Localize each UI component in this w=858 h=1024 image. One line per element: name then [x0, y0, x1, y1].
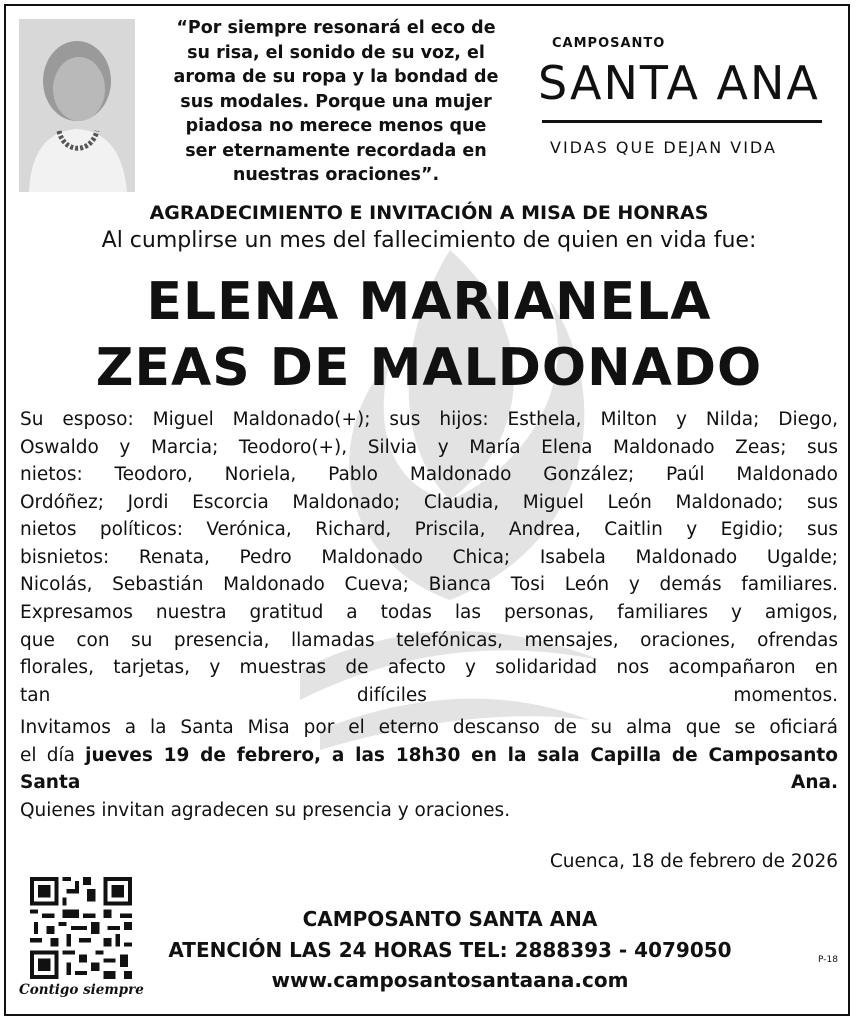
- family-line: Su esposo: Miguel Maldonado(+); sus hijos: Esthela, Milton y Nilda; Diego,: [20, 409, 838, 430]
- family-paragraph: [20, 406, 838, 599]
- quote-line: piadosa no merece menos que: [185, 116, 487, 136]
- motto: Contigo siempre: [19, 982, 144, 998]
- footer-company-name: CAMPOSANTO SANTA ANA: [302, 907, 598, 931]
- gratitude-line: florales, tarjetas, y muestras de afecto y solidaridad nos acompañaron en: [20, 657, 838, 678]
- invitation-prefix: el día: [20, 744, 86, 766]
- page-code: P-18: [818, 955, 838, 965]
- quote-line: nuestras oraciones”.: [232, 165, 440, 185]
- quote-line: sus modales. Porque una mujer: [180, 91, 492, 112]
- family-line: nietos: Teodoro, Noriela, Pablo Maldonado González; Paúl Maldonado: [20, 464, 838, 485]
- logo-main-text: SANTA ANA: [538, 56, 820, 110]
- invitation-line3: Santa Ana.: [20, 772, 838, 793]
- portrait-photo: [19, 19, 135, 192]
- portrait-image: [19, 19, 135, 192]
- section-subheading: Al cumplirse un mes del fallecimiento de quien en vida fue:: [101, 228, 757, 253]
- family-line: Ordóñez; Jordi Escorcia Maldonado; Claudia, Miguel León Maldonado; sus: [20, 491, 838, 513]
- logo-tagline: VIDAS QUE DEJAN VIDA: [550, 138, 777, 157]
- closing-text: Quienes invitan agradecen su presencia y oraciones.: [20, 800, 511, 821]
- footer-website-link[interactable]: www.camposantosantaana.com: [271, 968, 629, 992]
- quote-line: aroma de su ropa y la bondad de: [173, 67, 499, 87]
- date-line: Cuenca, 18 de febrero de 2026: [549, 851, 838, 872]
- quote-line: “Por siempre resonará el eco de: [176, 18, 496, 38]
- gratitude-line: que con su presencia, llamadas telefónicas, mensajes, oraciones, ofrendas: [20, 629, 838, 651]
- quote-line: su risa, el sonido de su voz, el: [187, 42, 485, 63]
- gratitude-line: tan difíciles momentos.: [20, 684, 838, 706]
- logo-divider: [542, 120, 822, 123]
- memorial-quote: [150, 16, 522, 188]
- qr-code-icon[interactable]: [30, 877, 132, 979]
- family-line: Nicolás, Sebastián Maldonado Cueva; Bianca Tosi León y demás familiares.: [20, 574, 838, 595]
- quote-line: ser eternamente recordada en: [185, 140, 487, 161]
- section-heading: AGRADECIMIENTO E INVITACIÓN A MISA DE HONRAS: [149, 202, 709, 224]
- invitation-line1: Invitamos a la Santa Misa por el eterno descanso de su alma que se oficiará: [20, 717, 838, 738]
- gratitude-paragraph: [20, 599, 838, 709]
- deceased-name-line2: ZEAS DE MALDONADO: [95, 338, 763, 398]
- footer-phone: ATENCIÓN LAS 24 HORAS TEL: 2888393 - 4079050: [168, 938, 732, 962]
- invitation-line2: [20, 742, 838, 770]
- logo-caption: CAMPOSANTO: [552, 36, 666, 51]
- family-line: Oswaldo y Marcia; Teodoro(+), Silvia y María Elena Maldonado Zeas; sus: [20, 436, 838, 458]
- deceased-name-line1: ELENA MARIANELA: [146, 272, 712, 332]
- gratitude-line: Expresamos nuestra gratitud a todas las personas, familiares y amigos,: [20, 602, 838, 623]
- family-line: bisnietos: Renata, Pedro Maldonado Chica; Isabela Maldonado Ugalde;: [20, 546, 838, 568]
- invitation-paragraph: [20, 714, 838, 797]
- camposanto-logo: [532, 30, 832, 165]
- invitation-datetime: jueves 19 de febrero, a las 18h30 en la sala Capilla de Camposanto: [85, 744, 838, 766]
- family-line: nietos políticos: Verónica, Richard, Priscila, Andrea, Caitlin y Egidio; sus: [20, 519, 838, 540]
